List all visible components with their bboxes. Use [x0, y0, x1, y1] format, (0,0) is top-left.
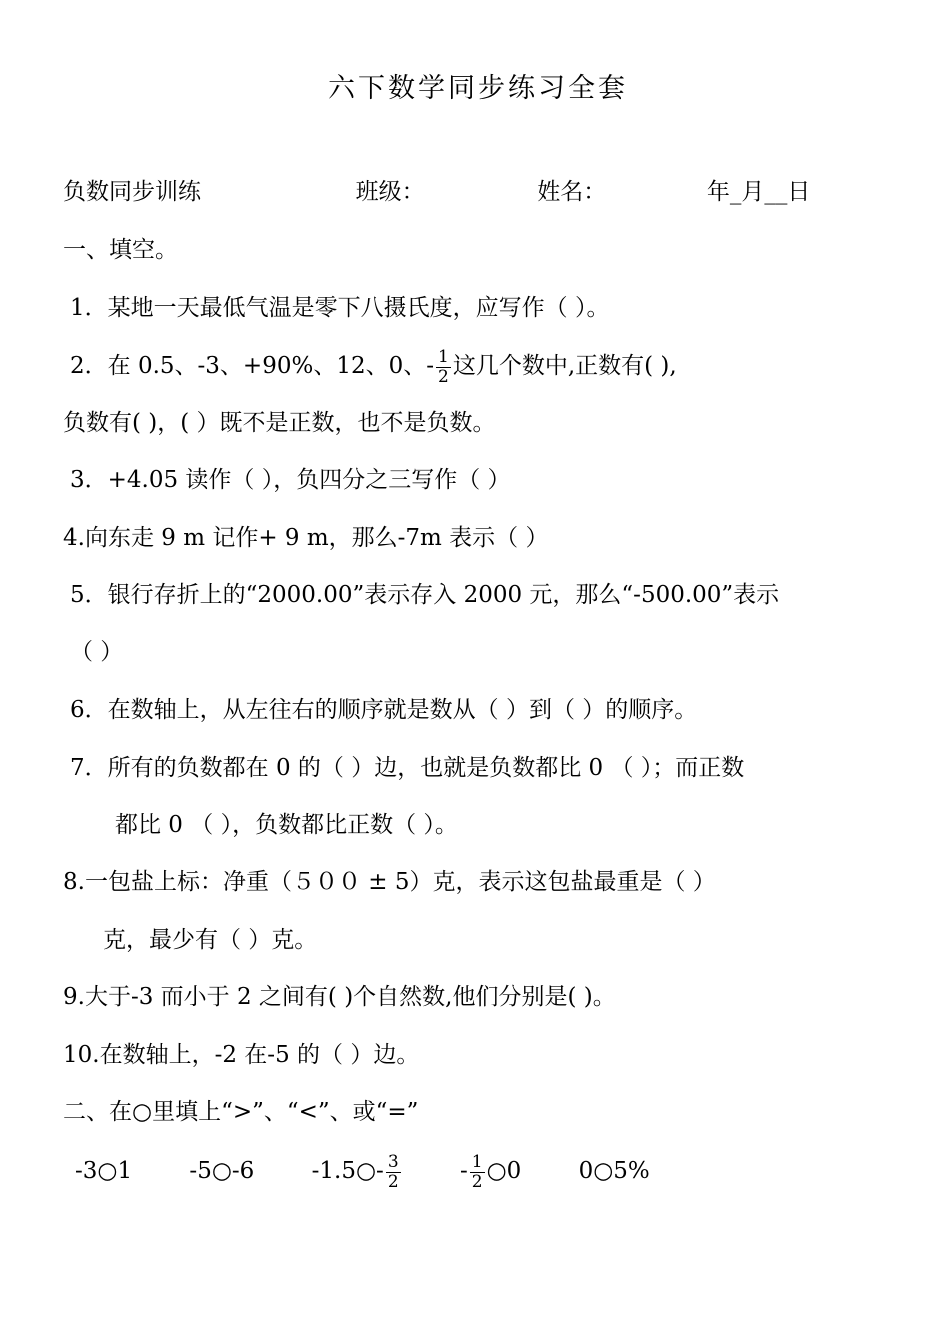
fraction-one-half [436, 348, 451, 387]
question-6: 6．在数轴上，从左往右的顺序就是数从（ ）到（ ）的顺序。 [70, 697, 698, 723]
question-7-line-1: 7．所有的负数都在 0 的（ ）边，也就是负数都比 0 （ ）；而正数 [70, 755, 745, 781]
question-9: 9.大于-3 而小于 2 之间有( )个自然数,他们分别是( )。 [63, 984, 616, 1010]
comparison-item-4-sign: - [459, 1158, 468, 1184]
question-7-line-2: 都比 0 （ ），负数都比正数（ ）。 [115, 812, 458, 838]
section-name: 负数同步训练 [63, 179, 201, 205]
question-1: 1．某地一天最低气温是零下八摄氏度，应写作（ ）。 [70, 295, 610, 321]
fraction-denominator: 2 [471, 1171, 483, 1192]
fraction-numerator: 1 [438, 346, 449, 367]
comparison-item-3 [312, 1148, 403, 1194]
header-row [63, 177, 810, 207]
name-label: 姓名： [537, 179, 607, 205]
question-2-text-a: 2．在 0.5、-3、+90%、12、0、- [70, 353, 434, 379]
class-label: 班级： [355, 179, 425, 205]
question-8-line-2: 克，最少有（ ）克。 [103, 927, 318, 953]
date-label: 年_月__日 [706, 179, 811, 205]
fraction-numerator: 1 [471, 1151, 483, 1172]
question-2-line-2: 负数有( )，( ）既不是正数，也不是负数。 [63, 410, 496, 436]
question-5-line-2: （ ） [70, 639, 124, 665]
part2-heading: 二、在○里填上“>”、“<”、或“=” [63, 1099, 419, 1125]
comparison-item-4-text: ○0 [486, 1158, 522, 1184]
question-4: 4.向东走 9 m 记作+ 9 m，那么-7m 表示（ ） [63, 525, 549, 551]
fraction-one-half [470, 1153, 485, 1192]
question-8-line-1: 8.一包盐上标：净重（５００ ± 5）克，表示这包盐最重是（ ） [63, 869, 716, 895]
question-5-line-1: 5．银行存折上的“2000.00”表示存入 2000 元，那么“-500.00”表示 [70, 582, 780, 608]
comparison-item-5: 0○5% [578, 1158, 650, 1184]
comparison-item-2: -5○-6 [189, 1158, 255, 1184]
fraction-denominator: 2 [438, 366, 449, 387]
question-10: 10.在数轴上，-2 在-5 的（ ）边。 [63, 1042, 420, 1068]
fraction-numerator: 3 [387, 1151, 399, 1172]
fraction-denominator: 2 [387, 1171, 399, 1192]
question-2-text-b: 这几个数中,正数有( ), [452, 353, 677, 379]
comparison-row [75, 1148, 700, 1194]
comparison-item-4 [460, 1148, 521, 1194]
part1-heading: 一、填空。 [63, 237, 178, 263]
fraction-three-halves [386, 1153, 401, 1192]
comparison-item-1: -3○1 [75, 1158, 133, 1184]
page-title: 六下数学同步练习全套 [328, 73, 628, 104]
comparison-item-3-text: -1.5○- [311, 1158, 384, 1184]
question-2-line-1 [70, 346, 677, 387]
question-3: 3．+4.05 读作（ ），负四分之三写作（ ） [70, 467, 511, 493]
